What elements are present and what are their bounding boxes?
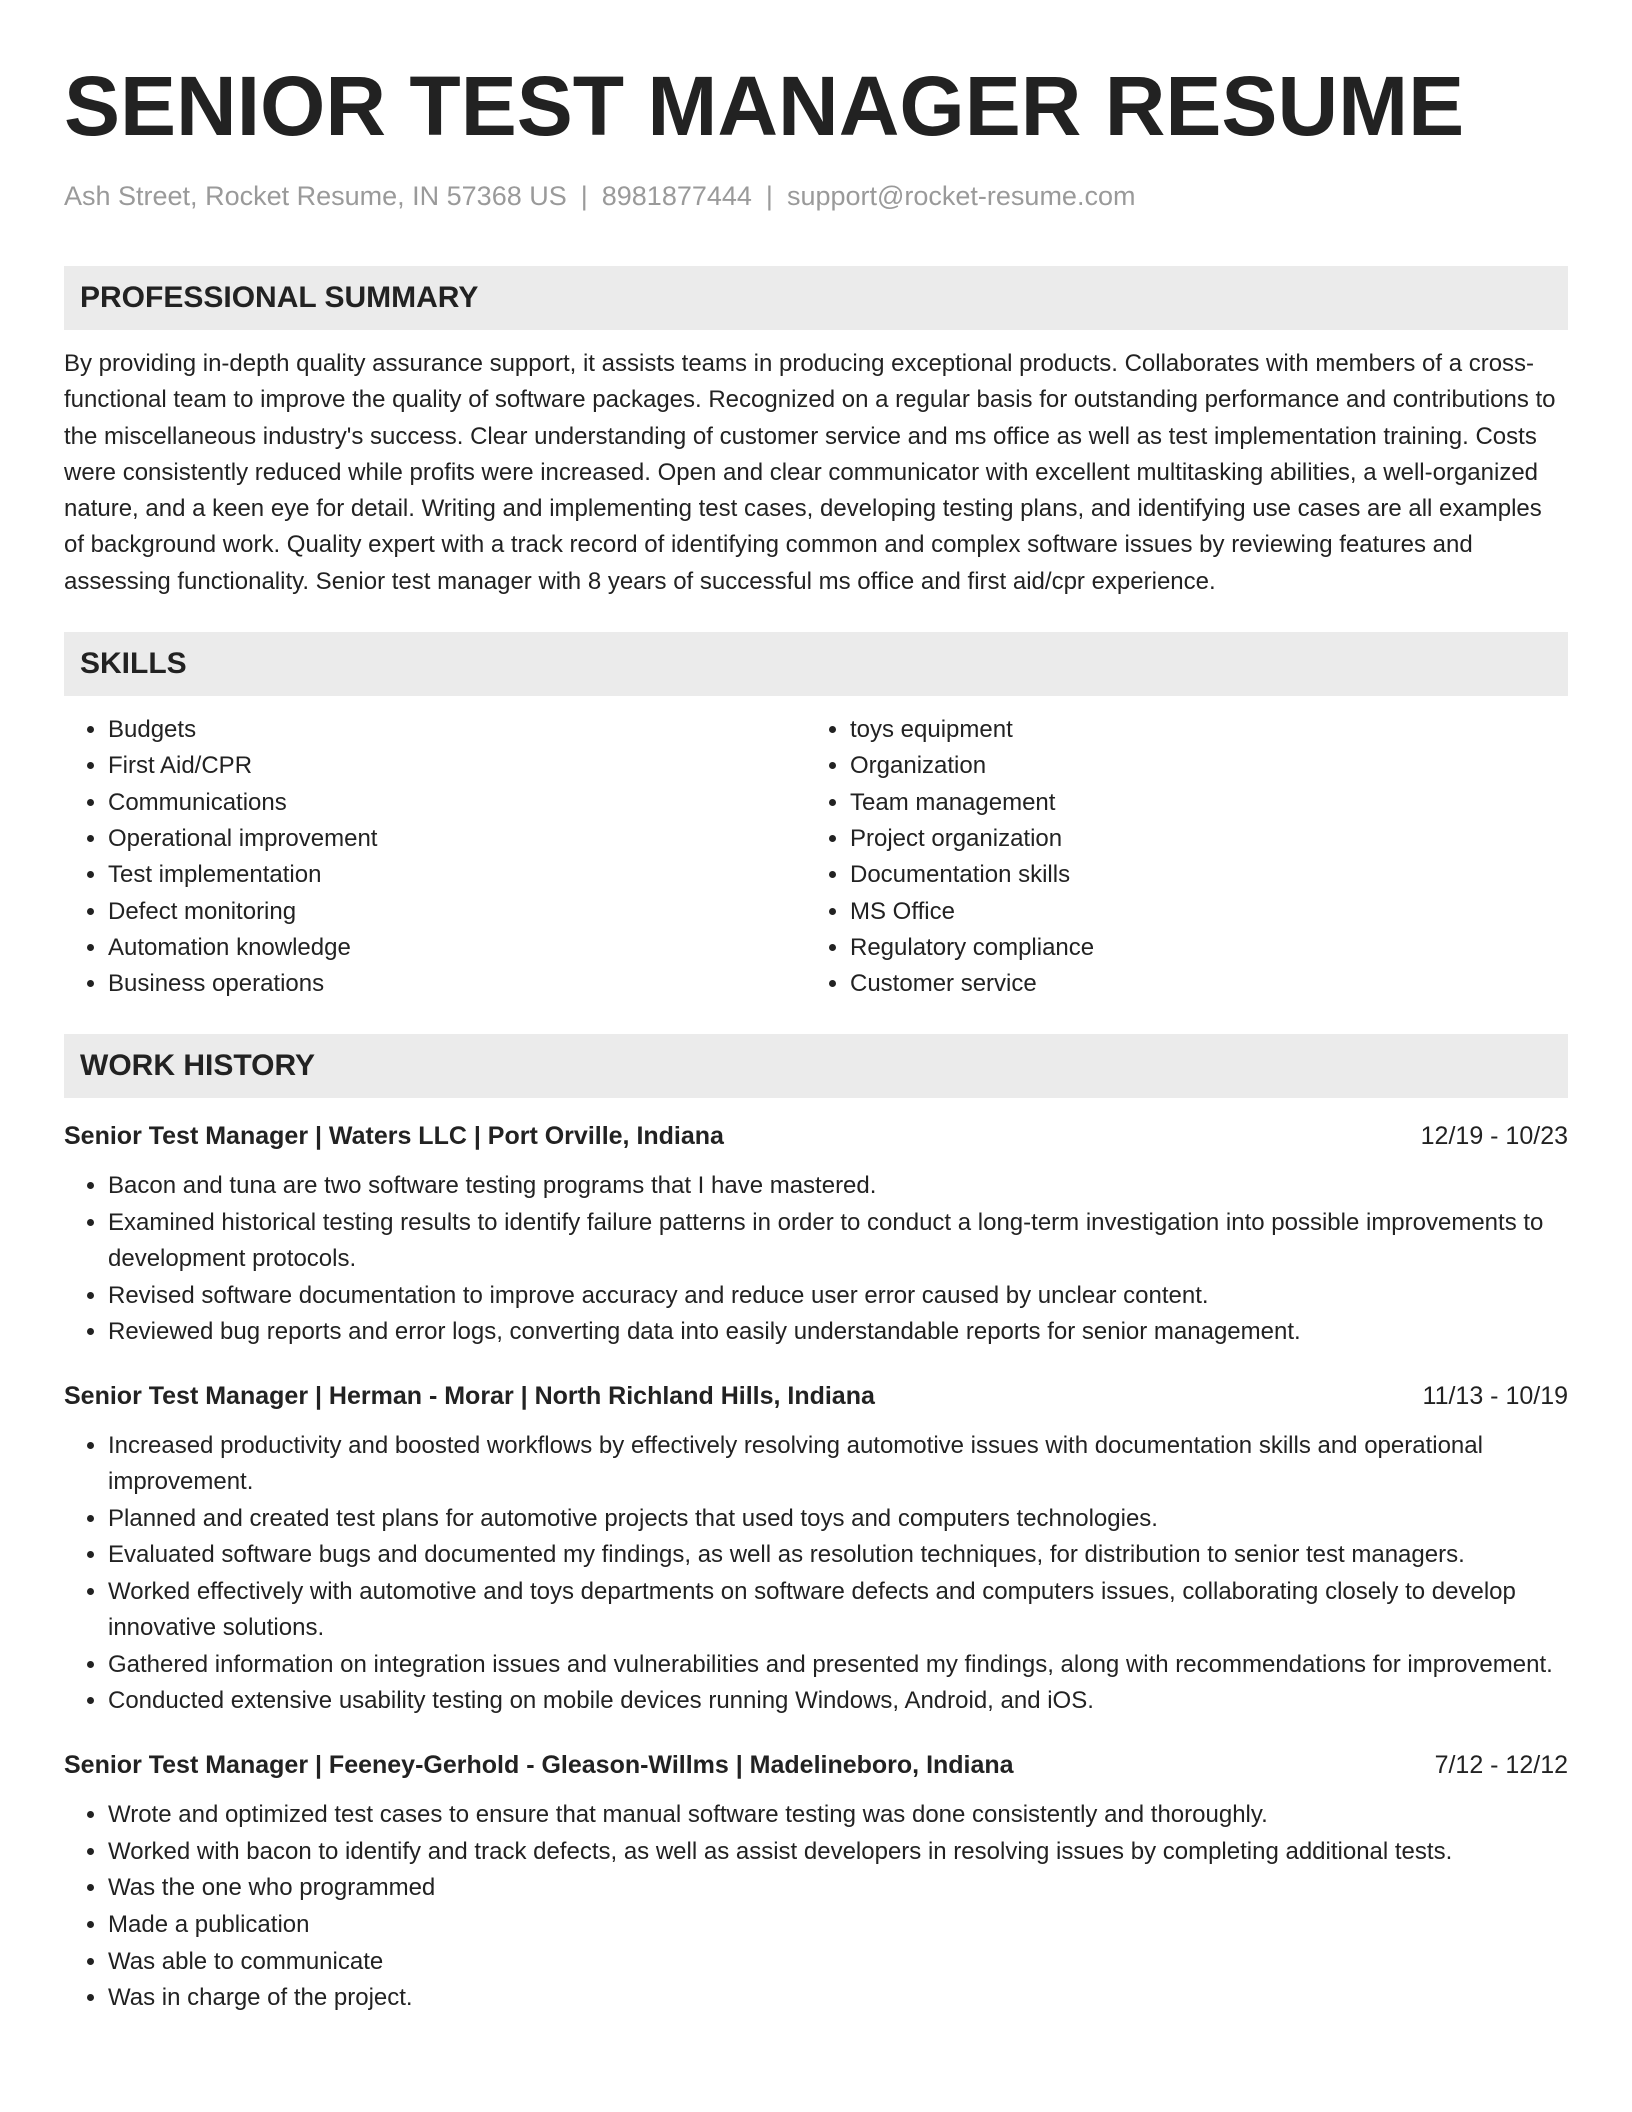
skill-item: • Communications [108, 785, 806, 821]
job-bullet: • Increased productivity and boosted workflows by effectively resolving automotive issues with documentation skills and operational improvement. [108, 1428, 1568, 1500]
job-entry [64, 1378, 1568, 1719]
job-bullet: • Made a publication [108, 1907, 1568, 1943]
contact-address: Ash Street, Rocket Resume, IN 57368 US [64, 181, 567, 211]
job-bullet: • Bacon and tuna are two software testing programs that I have mastered. [108, 1168, 1568, 1204]
job-title: Senior Test Manager | Herman - Morar | North Richland Hills, Indiana [64, 1382, 875, 1411]
skills-heading: SKILLS [64, 632, 1568, 696]
skills-column-right [806, 712, 1548, 1002]
job-bullet: • Evaluated software bugs and documented my findings, as well as resolution techniques, for distribution to senior test managers. [108, 1537, 1568, 1573]
skill-item: • First Aid/CPR [108, 748, 806, 784]
job-entry [64, 1747, 1568, 2016]
job-bullet: • Worked with bacon to identify and track defects, as well as assist developers in resolving issues by completing additional tests. [108, 1834, 1568, 1870]
job-header [64, 1747, 1568, 1783]
skill-item: • Organization [850, 748, 1548, 784]
job-bullet: • Examined historical testing results to identify failure patterns in order to conduct a long-term investigation into possible improvements to development protocols. [108, 1205, 1568, 1277]
job-dates: 11/13 - 10/19 [1422, 1382, 1568, 1411]
skills-column-left [64, 712, 806, 1002]
skill-item: • Automation knowledge [108, 930, 806, 966]
job-bullets [64, 1428, 1568, 1719]
job-header [64, 1378, 1568, 1414]
skill-item: • Documentation skills [850, 857, 1548, 893]
summary-text: By providing in-depth quality assurance support, it assists teams in producing exceptional products. Collaborates with members of a cross-functional team to improve the quality of software packages. Recognized on a regular basis for outstanding performance and contributions to the miscellaneous industry's success. Clear understanding of customer service and ms office as well as test implementation training. Costs were consistently reduced while profits were increased. Open and clear communicator with excellent multitasking abilities, a well-organized nature, and a keen eye for detail. Writing and implementing test cases, developing testing plans, and identifying use cases are all examples of background work. Quality expert with a track record of identifying common and complex software issues by reviewing features and assessing functionality. Senior test manager with 8 years of successful ms office and first aid/cpr experience. [64, 350, 1556, 595]
summary-heading: PROFESSIONAL SUMMARY [64, 266, 1568, 330]
job-bullet: • Planned and created test plans for automotive projects that used toys and computers technologies. [108, 1501, 1568, 1537]
job-dates: 12/19 - 10/23 [1420, 1122, 1568, 1151]
job-header [64, 1118, 1568, 1154]
job-title: Senior Test Manager | Waters LLC | Port Orville, Indiana [64, 1122, 724, 1151]
job-bullet: • Conducted extensive usability testing on mobile devices running Windows, Android, and iOS. [108, 1683, 1568, 1719]
job-bullet: • Reviewed bug reports and error logs, converting data into easily understandable reports for senior management. [108, 1314, 1568, 1350]
skill-item: • Defect monitoring [108, 894, 806, 930]
job-bullet: • Was the one who programmed [108, 1870, 1568, 1906]
contact-phone: 8981877444 [601, 181, 752, 211]
job-bullet: • Was in charge of the project. [108, 1980, 1568, 2016]
skill-item: • Test implementation [108, 857, 806, 893]
job-bullet: • Worked effectively with automotive and toys departments on software defects and computers issues, collaborating closely to develop innovative solutions. [108, 1574, 1568, 1646]
skill-item: • MS Office [850, 894, 1548, 930]
skills-list [64, 712, 1568, 1002]
contact-separator: | [765, 181, 773, 211]
job-entry [64, 1118, 1568, 1350]
skill-item: • Project organization [850, 821, 1548, 857]
job-bullet: • Was able to communicate [108, 1944, 1568, 1980]
skill-item: • Regulatory compliance [850, 930, 1548, 966]
job-bullets [64, 1797, 1568, 2016]
work-history-heading: WORK HISTORY [64, 1034, 1568, 1098]
job-bullet: • Wrote and optimized test cases to ensure that manual software testing was done consistently and thoroughly. [108, 1797, 1568, 1833]
contact-line [64, 178, 1568, 214]
skill-item: • Operational improvement [108, 821, 806, 857]
skill-item: • Budgets [108, 712, 806, 748]
contact-separator: | [580, 181, 588, 211]
resume-page [64, 56, 1568, 2017]
skill-item: • Customer service [850, 966, 1548, 1002]
contact-email[interactable]: support@rocket-resume.com [786, 181, 1136, 211]
skill-item: • Business operations [108, 966, 806, 1002]
resume-title: SENIOR TEST MANAGER RESUME [64, 59, 1465, 153]
job-title: Senior Test Manager | Feeney-Gerhold - Gleason-Willms | Madelineboro, Indiana [64, 1751, 1014, 1780]
job-bullet: • Revised software documentation to improve accuracy and reduce user error caused by unclear content. [108, 1278, 1568, 1314]
job-dates: 7/12 - 12/12 [1434, 1751, 1568, 1780]
skill-item: • toys equipment [850, 712, 1548, 748]
job-bullet: • Gathered information on integration issues and vulnerabilities and presented my findings, along with recommendations for improvement. [108, 1647, 1568, 1683]
skill-item: • Team management [850, 785, 1548, 821]
job-bullets [64, 1168, 1568, 1350]
